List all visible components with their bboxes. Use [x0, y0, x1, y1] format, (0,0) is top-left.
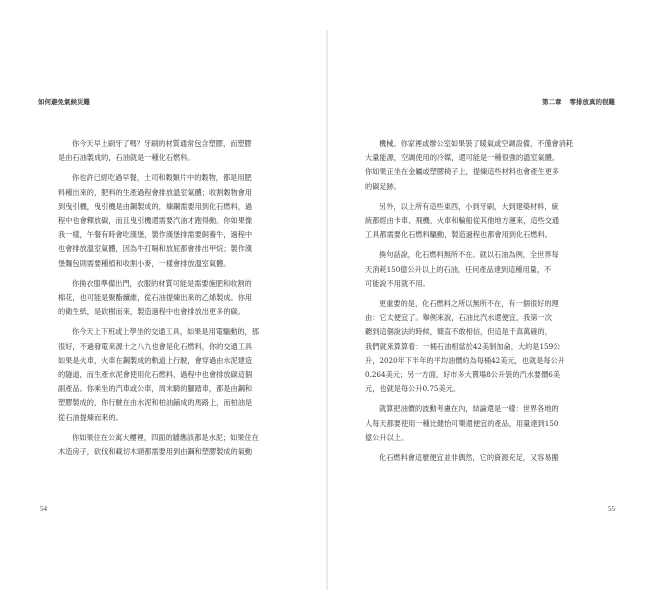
text-line: 統都經由卡車、飛機、火車和輪船從其他地方運來，這些交通: [365, 216, 560, 226]
paragraph: [58, 171, 270, 270]
text-line: 堡麵包則需要種植和收割小麥，一樣會排放溫室氣體。: [58, 258, 231, 268]
text-line: 天消耗150億公升以上的石油，任何產品達到這種用量，不: [365, 264, 552, 274]
paragraph: [58, 431, 270, 459]
text-line: 你如果正坐在金屬或塑膠椅子上，提煉這些材料也會產生更多: [365, 167, 560, 177]
text-line: 由：它太便宜了。舉例來說，石油比汽水還便宜，我第一次: [365, 313, 552, 323]
paragraph: [365, 200, 587, 243]
text-line: 更重要的是，化石燃料之所以無所不在，有一個很好的理: [379, 299, 559, 309]
text-line: 你如果住在公寓大樓裡，四面的牆應該都是水泥；如果住在: [72, 432, 259, 442]
text-line: 化石燃料會這麼便宜並非偶然，它的資源充足，又容易搬: [379, 453, 559, 463]
text-line: 0.264美元；另一方面，好市多大賣場8公升裝的汽水要價6美: [365, 370, 561, 380]
paragraph: [58, 277, 270, 320]
right-running-head: [542, 97, 615, 106]
left-page-number: 54: [40, 505, 47, 513]
text-line: 億公升以上。: [365, 432, 409, 442]
text-line: 機械。你家裡或辦公室如果裝了暖氣或空調設備，不僅會消耗: [379, 139, 574, 148]
text-line: 也會排放溫室氣體，因為牛打嗝和放屁都會排出甲烷；製作漢: [58, 244, 253, 254]
text-line: 升，2020年下半年的平均油價約為每桶42美元，也就是每公升: [365, 355, 565, 365]
left-running-head: 如何避免氣候災難: [38, 98, 90, 106]
right-page-number: 55: [608, 505, 615, 513]
paragraph: [365, 451, 587, 465]
chapter-title: 零排放真的很難: [569, 98, 615, 106]
text-line: 你換衣服準備出門，衣服的材質可能是需要施肥和收割的: [72, 278, 252, 288]
text-line: 人每天都要使用一種比健怡可樂還便宜的產品，用量達到150: [365, 418, 559, 428]
text-line: 棉花，也可能是聚酯纖維，從石油提煉出來的乙烯製成。你用: [58, 293, 253, 303]
text-line: 可能說不用就不用。: [365, 278, 430, 288]
chapter-label: 第二章: [542, 98, 562, 106]
right-text-block: [365, 137, 587, 471]
text-line: 聽到這個說法的時候，簡直不敢相信，但這是千真萬確的，: [365, 327, 552, 337]
paragraph: [365, 402, 587, 445]
text-line: 工具都需要化石燃料驅動，製造過程也都會用到化石燃料。: [365, 230, 552, 240]
paragraph: [365, 297, 587, 396]
text-line: 的碳足跡。: [365, 181, 401, 191]
text-line: 程中也會釋放碳，而且曳引機還需要汽油才跑得動。你如果像: [58, 216, 253, 226]
text-line: 我一樣，午餐有時會吃漢堡，製作漢堡排需要飼養牛，過程中: [58, 230, 253, 240]
text-line: 我們就來算算看：一桶石油相當於42美制加侖，大約是159公: [365, 341, 561, 351]
paragraph: [365, 248, 587, 291]
left-page: [0, 0, 327, 609]
left-text-block: [58, 137, 270, 465]
paragraph: [58, 325, 270, 424]
paragraph: [365, 137, 587, 194]
text-line: 料種出來的，肥料的生產過程會排放溫室氣體；收割穀物會用: [58, 187, 253, 197]
text-line: 是由石油製成的，石油就是一種化石燃料。: [58, 153, 195, 163]
text-line: 換句話說，化石燃料無所不在。就以石油為例，全世界每: [379, 250, 559, 260]
text-line: 塑膠製成的，你行駛在由水泥和柏油鋪成的馬路上，而柏油是: [58, 398, 253, 408]
paragraph: [58, 137, 270, 165]
text-line: 如果是火車，火車在鋼製成的軌道上行駛，會穿過由水泥建造: [58, 355, 253, 365]
text-line: 就算把油價的波動考慮在內，結論還是一樣：世界各地的: [379, 404, 559, 414]
text-line: 元，也就是每公升0.75美元。: [365, 384, 461, 394]
text-line: 木造房子，砍伐和載切木頭都需要用到由鋼和塑膠製成的氣動: [58, 447, 253, 457]
right-page: [328, 0, 655, 609]
text-line: 很好，不過發電來源十之八九也會是化石燃料，你的交通工具: [58, 341, 253, 351]
text-line: 另外，以上所有這些東西，小到牙刷，大到建築材料，統: [379, 201, 559, 211]
text-line: 到曳引機，曳引機是由鋼製成的，煉鋼需要用到化石燃料，過: [58, 201, 253, 211]
text-line: 你今天早上刷牙了嗎？牙刷的材質通常包含塑膠，而塑膠: [72, 139, 252, 148]
text-line: 的衛生紙，是砍樹而來，製造過程中也會排放出更多的碳。: [58, 307, 245, 317]
text-line: 的隧道，而生產水泥會使用化石燃料，過程中也會排放碳這個: [58, 370, 253, 380]
text-line: 你也許已經吃過早餐，土司和穀類片中的穀物，都是用肥: [72, 173, 252, 183]
text-line: 副產品。你乘坐的汽車或公車，周末騎的腳踏車，都是由鋼和: [58, 384, 253, 394]
text-line: 大量能源，空調使用的冷媒，還可能是一種很強的溫室氣體。: [365, 153, 560, 163]
text-line: 你今天上下班或上學坐的交通工具，如果是用電驅動的，那: [72, 327, 259, 337]
text-line: 從石油提煉而來的。: [58, 412, 123, 422]
